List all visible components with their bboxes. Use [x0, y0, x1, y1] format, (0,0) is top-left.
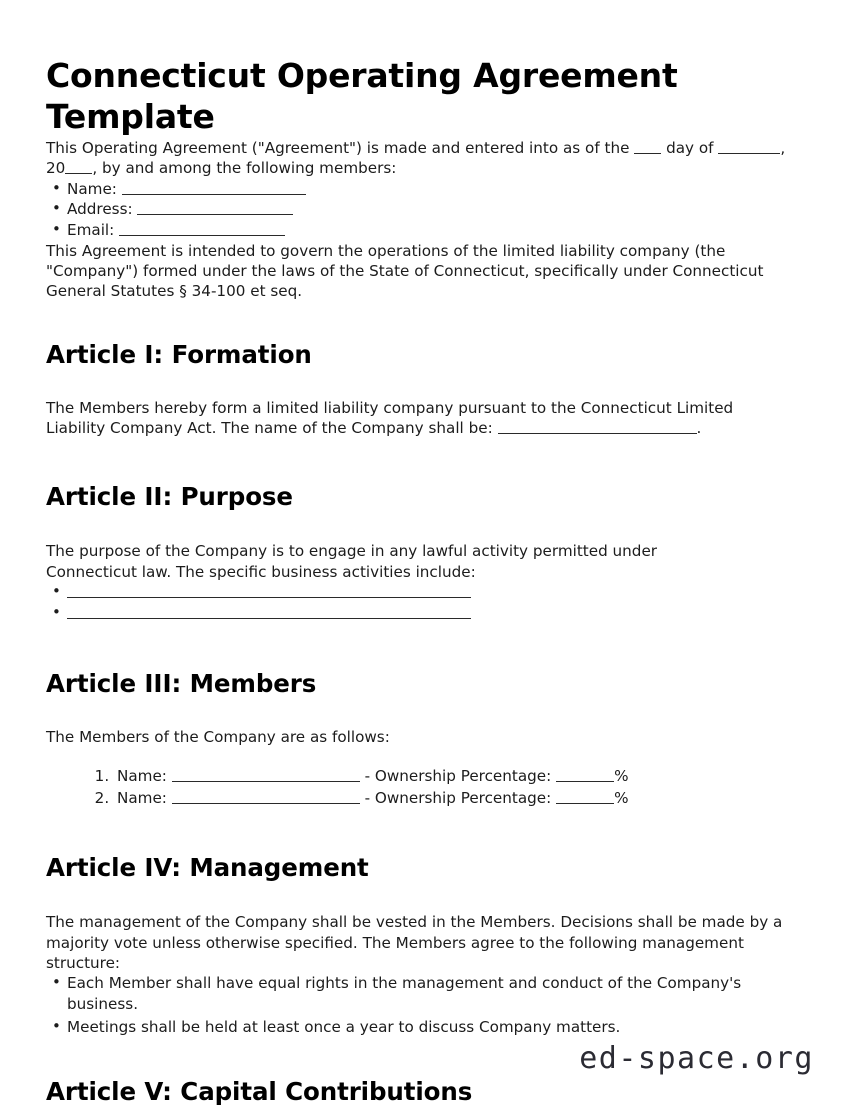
year-blank-field[interactable] — [65, 158, 92, 174]
article-iii-paragraph: The Members of the Company are as follows: — [46, 728, 390, 747]
heading-article-iv: Article IV: Management — [46, 853, 369, 883]
section-article-ii-purpose — [46, 482, 796, 623]
member-row-1-percent-symbol: % — [614, 766, 629, 785]
member-email-blank-field[interactable] — [119, 220, 285, 236]
intro-text-part3: , 20 — [46, 138, 786, 178]
intro-text-part2: day of — [661, 138, 719, 157]
intro-text-part1: This Operating Agreement ("Agreement") is made and entered into as of the — [46, 138, 635, 157]
member-row-2-separator: - Ownership Percentage: — [359, 788, 552, 807]
article-i-text: The Members hereby form a limited liability company pursuant to the Connecticut Limited Liability Company Act. The name of the Company shall be: — [46, 398, 734, 437]
month-blank-field[interactable] — [718, 138, 780, 154]
business-activity-blank-field-2[interactable] — [67, 603, 471, 619]
member-row-1-name-label: Name: — [117, 766, 167, 785]
heading-article-i: Article I: Formation — [46, 339, 312, 369]
table-row — [114, 788, 796, 810]
section-article-i-formation — [46, 340, 796, 439]
member-row-1-name-blank-field[interactable] — [172, 766, 360, 782]
member-row-2-name-label: Name: — [117, 788, 167, 807]
list-item — [46, 179, 796, 200]
list-item — [46, 220, 796, 241]
member-field-label-email: Email: — [67, 220, 115, 239]
table-row — [114, 766, 796, 788]
article-i-paragraph — [46, 398, 796, 439]
article-iv-paragraph: The management of the Company shall be vested in the Members. Decisions shall be made by a majority vote unless otherwise specified. The Members agree to the following management structure: — [46, 913, 783, 972]
day-blank-field[interactable] — [634, 138, 661, 154]
list-item — [46, 603, 796, 624]
list-item: • Meetings shall be held at least once a year to discuss Company matters. — [46, 1017, 767, 1038]
list-item: • Each Member shall have equal rights in the management and conduct of the Company's business. — [46, 973, 767, 1014]
member-row-1-separator: - Ownership Percentage: — [359, 766, 552, 785]
heading-article-iii: Article III: Members — [46, 669, 317, 699]
member-row-2-percent-blank-field[interactable] — [556, 788, 614, 804]
governing-law-paragraph: This Agreement is intended to govern the operations of the limited liability company (the "Company") formed under the laws of the State of Connecticut, specifically under Connecticut General Statutes § 34-100 et seq. — [46, 241, 764, 301]
member-field-label-address: Address: — [67, 200, 133, 219]
intro-paragraph — [46, 138, 792, 179]
watermark: ed-space.org — [579, 1041, 814, 1076]
member-row-2-percent-symbol: % — [614, 788, 629, 807]
member-address-blank-field[interactable] — [137, 199, 293, 215]
section-article-iii-members — [46, 669, 796, 809]
list-item — [46, 199, 796, 220]
member-row-1-percent-blank-field[interactable] — [556, 766, 614, 782]
page-title: Connecticut Operating Agreement Template — [46, 56, 678, 136]
article-i-text-end: . — [696, 418, 702, 437]
list-item — [46, 582, 796, 603]
heading-article-v: Article V: Capital Contributions — [46, 1077, 473, 1106]
business-activities-list — [46, 582, 796, 623]
member-name-blank-field[interactable] — [122, 179, 306, 195]
business-activity-blank-field-1[interactable] — [67, 582, 471, 598]
members-numbered-list — [88, 766, 796, 809]
intro-text-part4: , by and among the following members: — [92, 159, 397, 178]
member-field-label-name: Name: — [67, 179, 117, 198]
section-article-iv-management — [46, 853, 796, 1037]
member-fields-list — [46, 179, 796, 241]
company-name-blank-field[interactable] — [498, 418, 697, 434]
article-ii-paragraph: The purpose of the Company is to engage in any lawful activity permitted under Connecticut law. The specific business activities include: — [46, 542, 658, 581]
member-row-2-name-blank-field[interactable] — [172, 788, 360, 804]
heading-article-ii: Article II: Purpose — [46, 482, 293, 512]
management-structure-list — [46, 973, 796, 1037]
